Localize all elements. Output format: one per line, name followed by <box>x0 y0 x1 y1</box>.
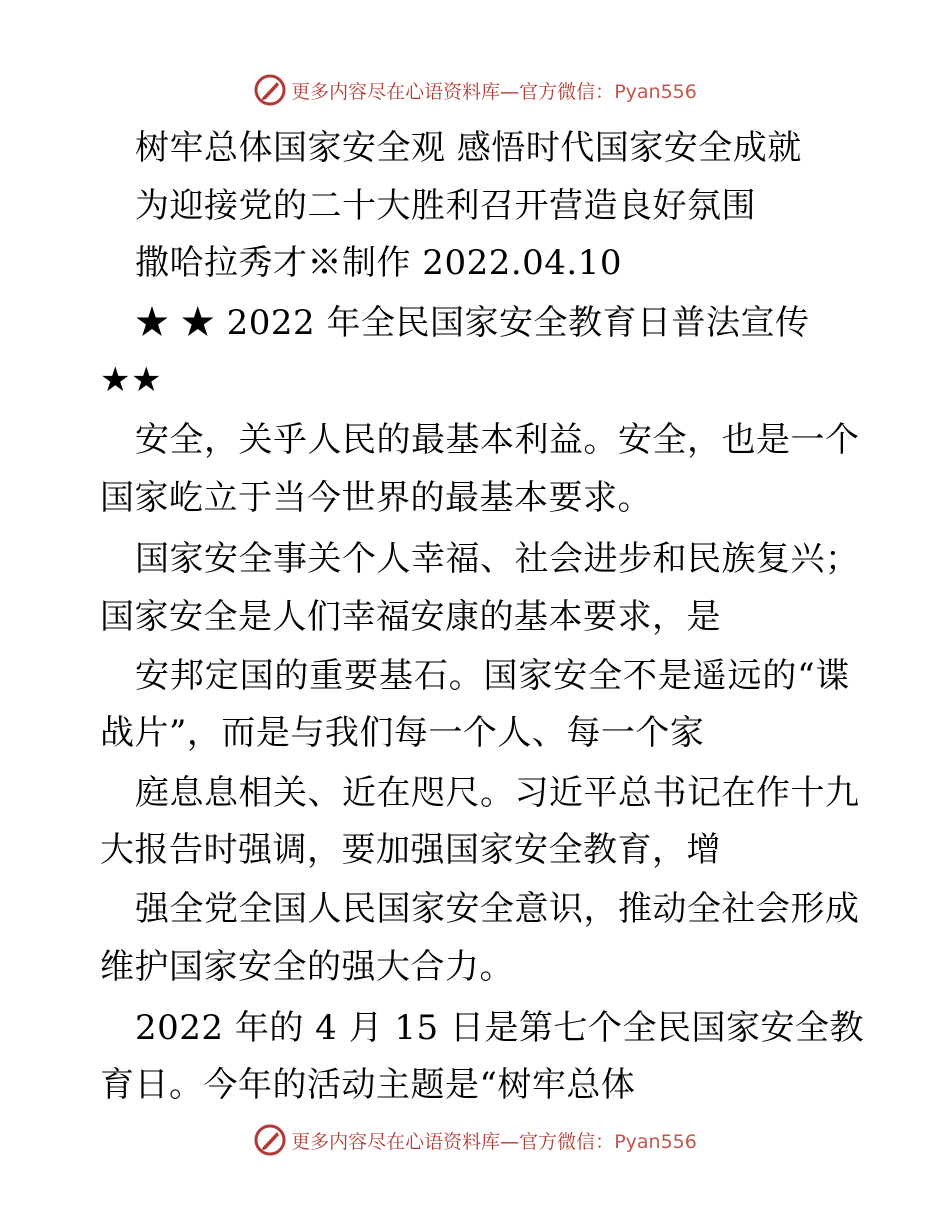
footer-watermark <box>0 1120 950 1160</box>
paragraph-1-line-2: 国家屹立于当今世界的最基本要求。 <box>100 478 652 518</box>
quill-logo-icon <box>253 1123 287 1157</box>
subtitle-line: ★ ★ 2022 年全民国家安全教育日普法宣传 <box>135 303 810 343</box>
watermark-text: 更多内容尽在心语资料库—官方微信：Pyan556 <box>291 80 697 103</box>
paragraph-6-line-2: 育日。今年的活动主题是“树牢总体 <box>100 1065 636 1105</box>
paragraph-5-line-2: 维护国家安全的强大合力。 <box>100 947 514 987</box>
author-date-line: 撒哈拉秀才※制作 2022.04.10 <box>135 243 622 283</box>
subtitle-stars: ★★ <box>100 360 162 400</box>
paragraph-2-line-2: 国家安全是人们幸福安康的基本要求，是 <box>100 597 721 637</box>
header-watermark <box>0 70 950 110</box>
paragraph-1-line-1: 安全，关乎人民的最基本利益。安全，也是一个 <box>135 420 860 460</box>
paragraph-4-line-1: 庭息息相关、近在咫尺。习近平总书记在作十九 <box>135 773 860 813</box>
paragraph-3-line-2: 战片”，而是与我们每一个人、每一个家 <box>100 713 705 753</box>
paragraph-4-line-2: 大报告时强调，要加强国家安全教育，增 <box>100 830 721 870</box>
paragraph-6-line-1: 2022 年的 4 月 15 日是第七个全民国家安全教 <box>135 1008 864 1048</box>
watermark-text: 更多内容尽在心语资料库—官方微信：Pyan556 <box>291 1130 697 1153</box>
title-line-1: 树牢总体国家安全观 感悟时代国家安全成就 <box>135 128 802 168</box>
quill-logo-icon <box>253 73 287 107</box>
paragraph-5-line-1: 强全党全国人民国家安全意识，推动全社会形成 <box>135 889 860 929</box>
paragraph-3-line-1: 安邦定国的重要基石。国家安全不是遥远的“谍 <box>135 656 850 696</box>
paragraph-2-line-1: 国家安全事关个人幸福、社会进步和民族复兴； <box>135 539 860 579</box>
title-line-2: 为迎接党的二十大胜利召开营造良好氛围 <box>135 186 756 226</box>
